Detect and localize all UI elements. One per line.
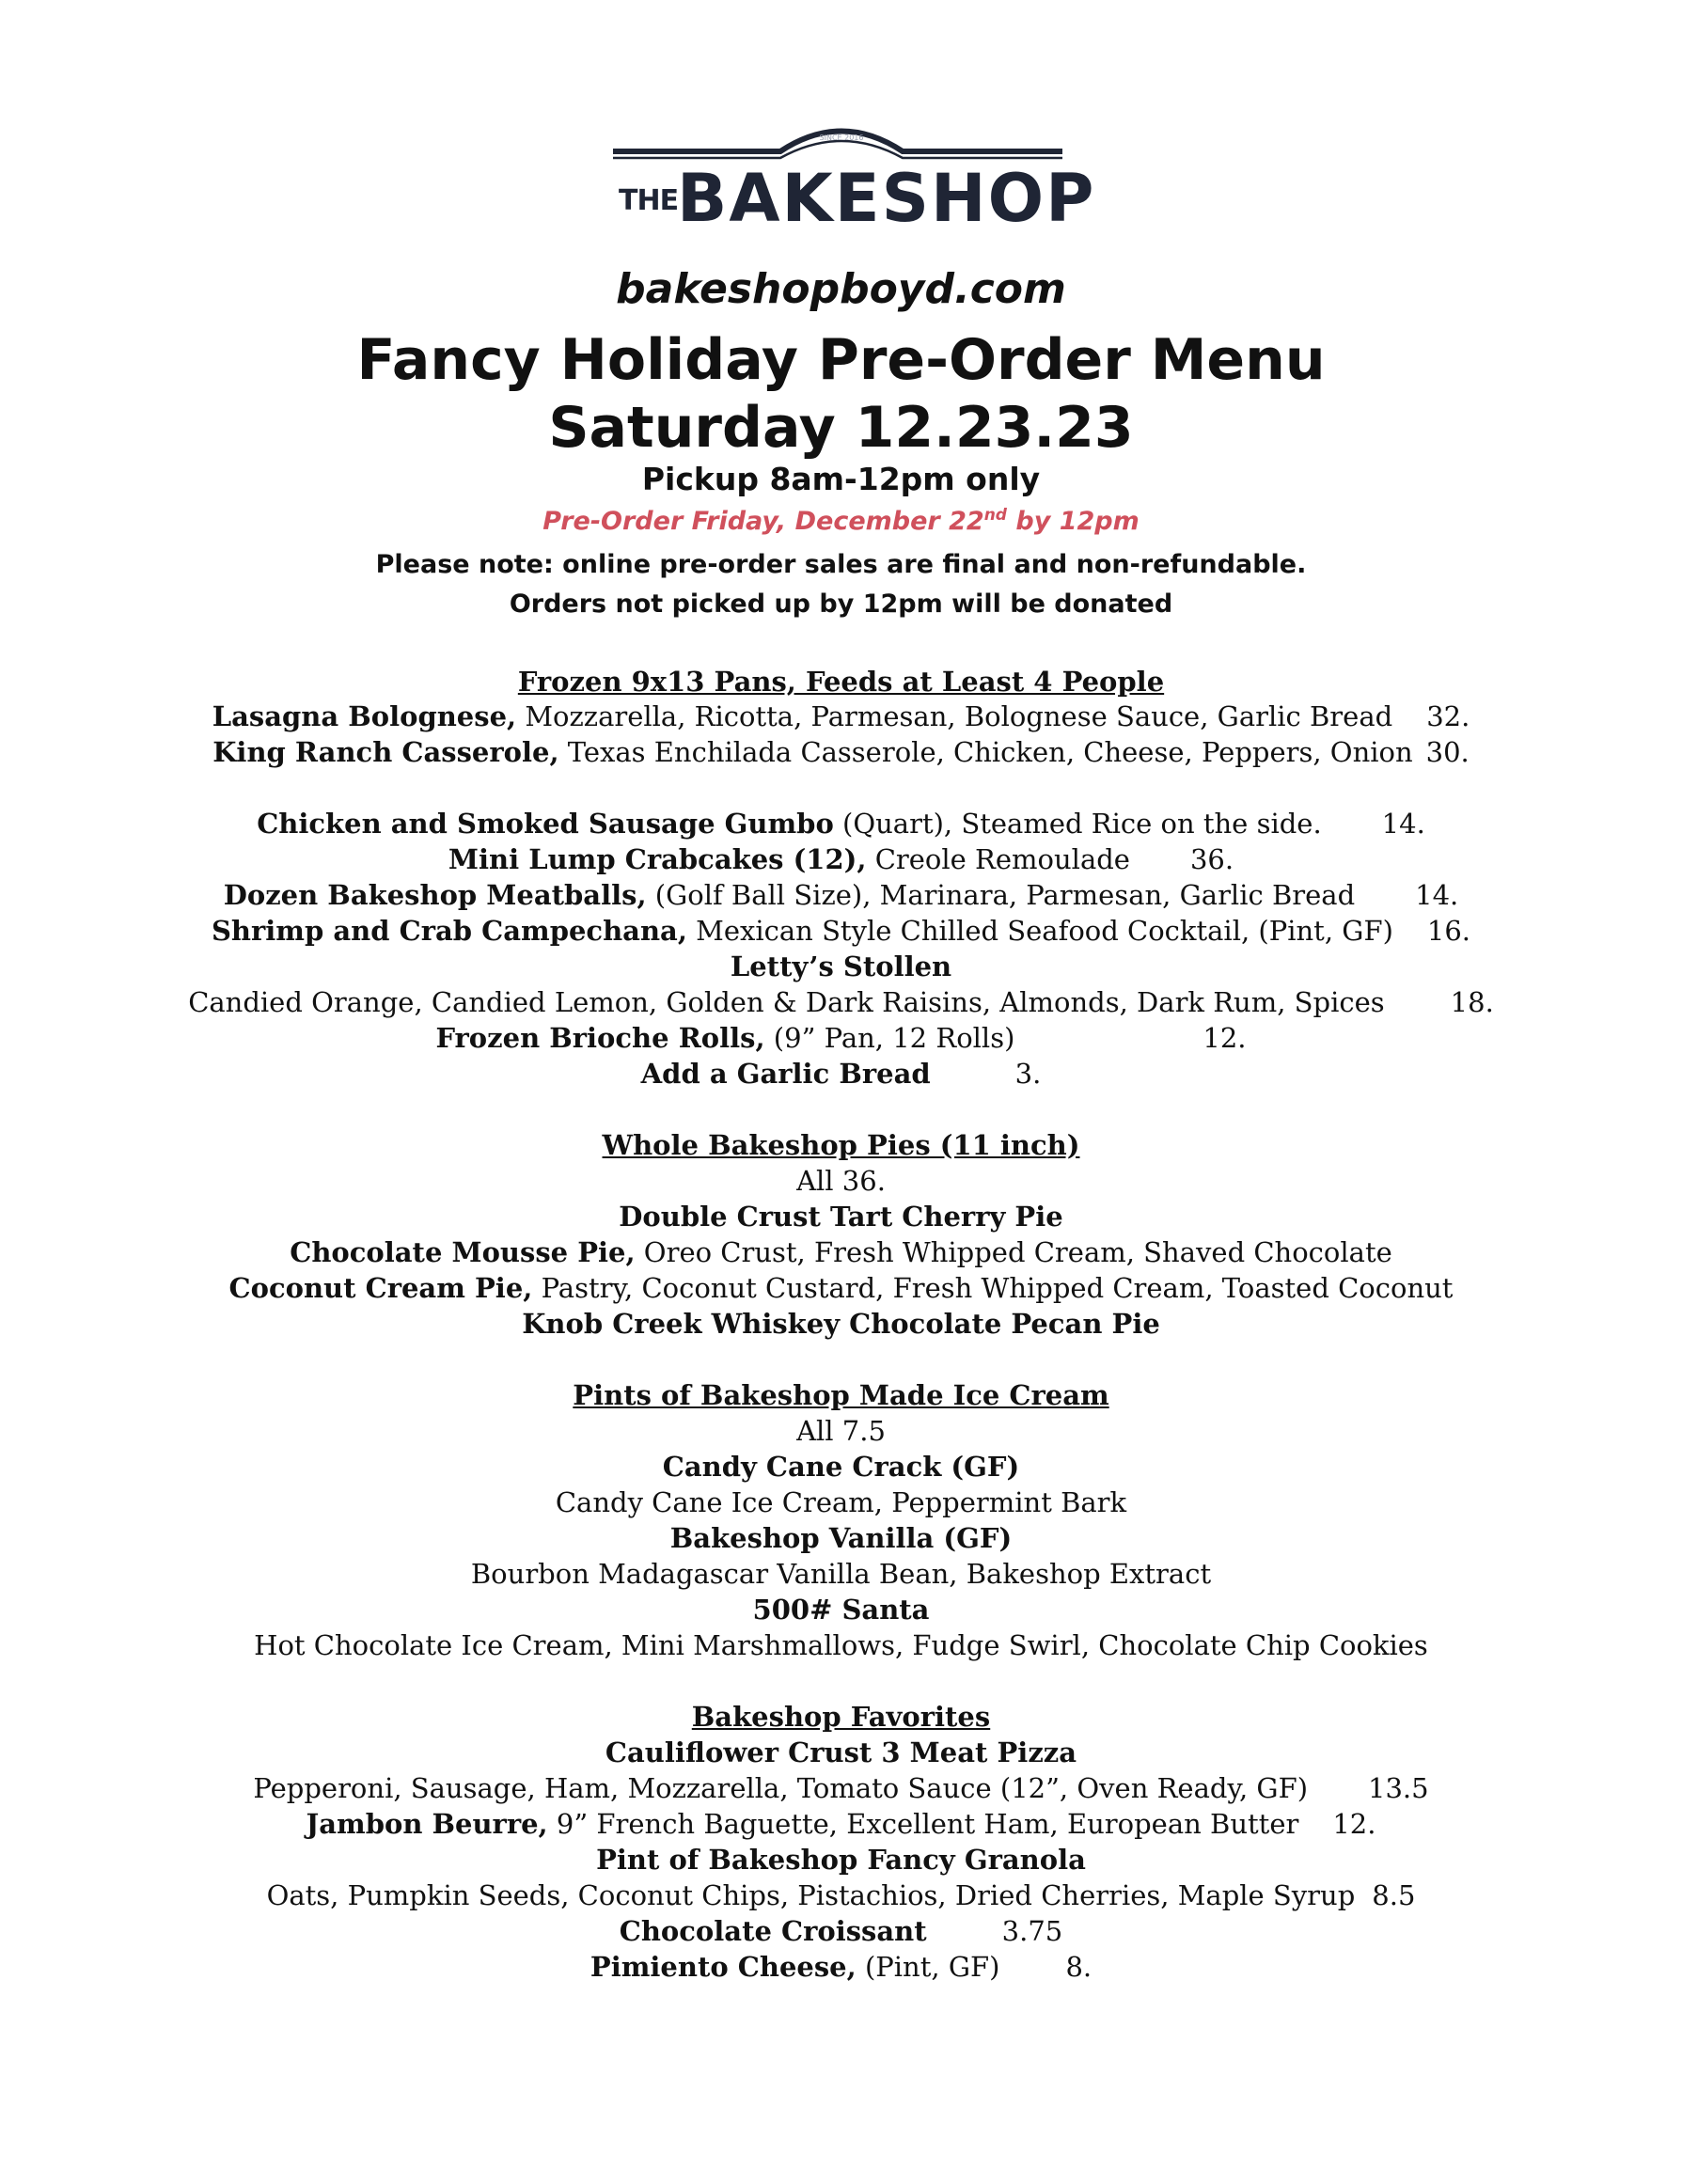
menu-item: Dozen Bakeshop Meatballs, (Golf Ball Size), Marinara, Parmesan, Garlic Bread 14. — [223, 879, 1459, 911]
menu-item: King Ranch Casserole, Texas Enchilada Casserole, Chicken, Cheese, Peppers, Onion 30. — [212, 736, 1470, 768]
menu-title: Fancy Holiday Pre-Order Menu — [356, 327, 1326, 393]
menu-item-name: Pint of Bakeshop Fancy Granola — [596, 1844, 1086, 1876]
menu-item-name: Cauliflower Crust 3 Meat Pizza — [605, 1736, 1077, 1768]
section-heading-pies: Whole Bakeshop Pies (11 inch) — [602, 1129, 1080, 1161]
section-heading-icecream: Pints of Bakeshop Made Ice Cream — [573, 1379, 1109, 1411]
donation-note: Orders not picked up by 12pm will be donated — [509, 589, 1173, 619]
refund-note: Please note: online pre-order sales are final and non-refundable. — [375, 550, 1307, 579]
item-price: 13.5 — [1368, 1772, 1429, 1804]
item-price: 36. — [1189, 843, 1234, 875]
logo-prefix: THE — [619, 184, 679, 217]
menu-item-name: Bakeshop Vanilla (GF) — [669, 1522, 1013, 1554]
section-heading-favorites: Bakeshop Favorites — [691, 1701, 991, 1733]
preorder-deadline: Pre-Order Friday, December 22nd by 12pm — [542, 506, 1140, 536]
menu-item: Add a Garlic Bread 3. — [640, 1058, 1042, 1090]
section-price: All 7.5 — [796, 1415, 886, 1447]
pickup-hours: Pickup 8am-12pm only — [641, 461, 1041, 497]
section-price: All 36. — [796, 1165, 886, 1197]
menu-item: Frozen Brioche Rolls, (9” Pan, 12 Rolls) 12. — [435, 1022, 1247, 1054]
menu-item-desc: Hot Chocolate Ice Cream, Mini Marshmallows, Fudge Swirl, Chocolate Chip Cookies — [254, 1629, 1428, 1661]
item-price: 14. — [1381, 808, 1425, 840]
item-price: 32. — [1426, 700, 1470, 732]
bakeshop-logo — [602, 120, 1096, 237]
menu-item-desc: Bourbon Madagascar Vanilla Bean, Bakeshop Extract — [470, 1558, 1212, 1590]
menu-item: Candied Orange, Candied Lemon, Golden & Dark Raisins, Almonds, Dark Rum, Spices 18. — [188, 986, 1494, 1018]
item-price: 3. — [1014, 1058, 1042, 1090]
menu-item-desc: Candy Cane Ice Cream, Peppermint Bark — [555, 1486, 1127, 1518]
menu-item: Knob Creek Whiskey Chocolate Pecan Pie — [522, 1308, 1160, 1340]
menu-item: Double Crust Tart Cherry Pie — [619, 1201, 1063, 1233]
menu-item: Chocolate Croissant 3.75 — [619, 1915, 1063, 1947]
menu-item-name: Letty’s Stollen — [730, 951, 952, 982]
item-price: 8. — [1065, 1951, 1093, 1983]
menu-item: Lasagna Bolognese, Mozzarella, Ricotta, Parmesan, Bolognese Sauce, Garlic Bread 32. — [212, 700, 1470, 732]
item-price: 16. — [1426, 915, 1471, 947]
menu-item-name: 500# Santa — [752, 1594, 930, 1626]
item-price: 14. — [1415, 879, 1459, 911]
item-price: 3.75 — [1001, 1915, 1063, 1947]
menu-item: Shrimp and Crab Campechana, Mexican Style Chilled Seafood Cocktail, (Pint, GF) 16. — [211, 915, 1471, 947]
menu-item: Coconut Cream Pie, Pastry, Coconut Custard, Fresh Whipped Cream, Toasted Coconut — [228, 1272, 1454, 1304]
item-price: 8.5 — [1372, 1879, 1416, 1911]
menu-item: Oats, Pumpkin Seeds, Coconut Chips, Pistachios, Dried Cherries, Maple Syrup 8.5 — [266, 1879, 1416, 1911]
website-link[interactable]: bakeshopboyd.com — [616, 265, 1066, 313]
menu-item: Pimiento Cheese, (Pint, GF) 8. — [589, 1951, 1093, 1983]
item-price: 18. — [1450, 986, 1494, 1018]
item-price: 12. — [1203, 1022, 1247, 1054]
item-price: 30. — [1425, 736, 1470, 768]
item-price: 12. — [1332, 1808, 1376, 1840]
menu-item: Mini Lump Crabcakes (12), Creole Remoulade 36. — [448, 843, 1234, 875]
logo-name: BAKESHOP — [677, 160, 1096, 237]
menu-item: Jambon Beurre, 9” French Baguette, Excellent Ham, European Butter 12. — [306, 1808, 1376, 1840]
section-heading-frozen: Frozen 9x13 Pans, Feeds at Least 4 People — [517, 666, 1165, 698]
menu-item: Pepperoni, Sausage, Ham, Mozzarella, Tomato Sauce (12”, Oven Ready, GF) 13.5 — [253, 1772, 1429, 1804]
logo-since: SINCE 2016 — [819, 134, 864, 142]
menu-item: Chicken and Smoked Sausage Gumbo (Quart), Steamed Rice on the side. 14. — [257, 808, 1425, 840]
menu-item-name: Candy Cane Crack (GF) — [662, 1451, 1020, 1483]
menu-date: Saturday 12.23.23 — [548, 395, 1134, 461]
menu-item: Chocolate Mousse Pie, Oreo Crust, Fresh Whipped Cream, Shaved Chocolate — [290, 1236, 1392, 1268]
